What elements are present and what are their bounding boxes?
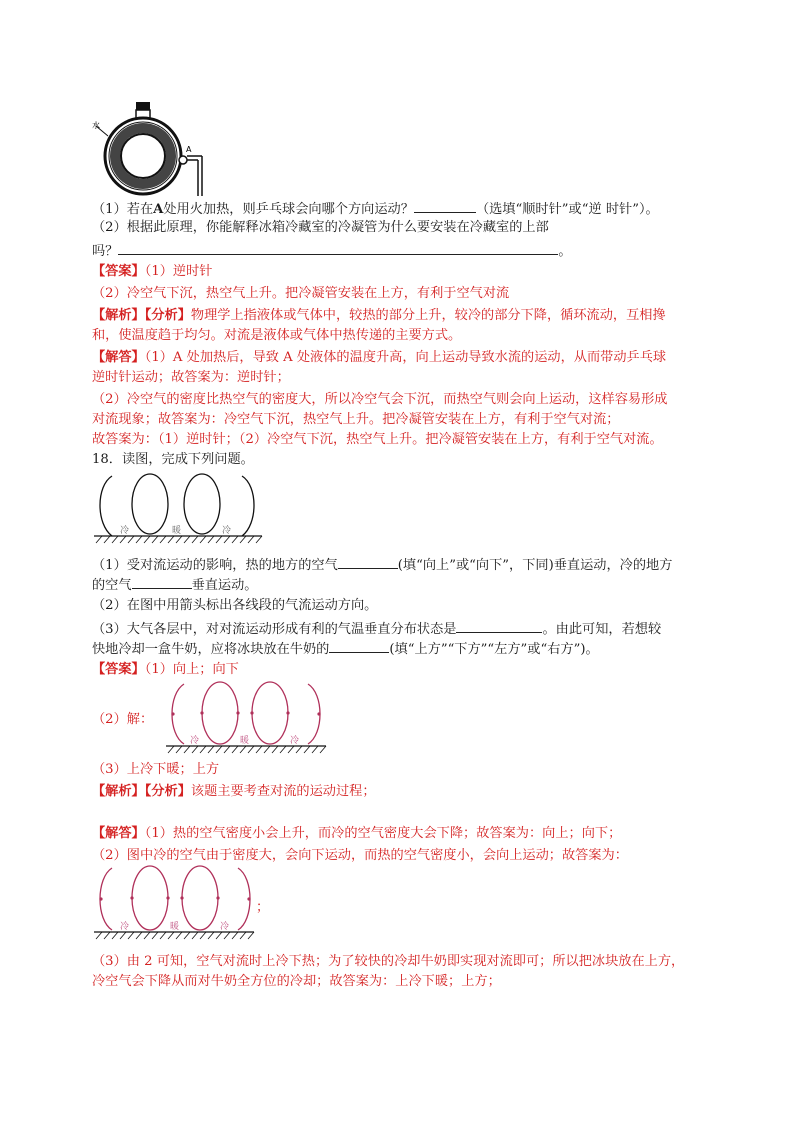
q17-answer1: 【答案】（1）逆时针 bbox=[92, 264, 213, 279]
label-cold-left: 冷 bbox=[120, 922, 130, 932]
q18-analysis: 【解析】【分析】该题主要考查对流的运动过程； bbox=[92, 784, 376, 799]
q18-answer2: （2）解： bbox=[92, 712, 154, 727]
q17-solution3: （2）冷空气的密度比热空气的密度大，所以冷空气会下沉，而热空气则会向上运动，这样容易形成 bbox=[92, 392, 668, 407]
q18-q3: （3）大气各层中，对对流运动形成有利的气温垂直分布状态是 。由此可知，若想较 bbox=[92, 618, 661, 640]
convection-answer-diagram bbox=[164, 680, 328, 754]
q18-solution3: （3）由 2 可知，空气对流时上冷下热；为了较快的冷却牛奶即实现对流即可；所以把冰块放在上方， bbox=[92, 954, 685, 969]
label-cold-left: 冷 bbox=[120, 526, 130, 536]
label-water: 水 bbox=[92, 121, 100, 130]
q18-solution2-end: ； bbox=[256, 900, 270, 915]
q17-solution5: 故答案为：（1）逆时针；（2）冷空气下沉，热空气上升。把冷凝管安装在上方，有利于空气对流。 bbox=[92, 432, 663, 447]
q18-q3b: 快地冷却一盒牛奶，应将冰块放在牛奶的 (填“上方”“下方”“左方”或“右方”)。 bbox=[92, 638, 599, 660]
q18-solution1: 【解答】（1）热的空气密度小会上升，而冷的空气密度大会下降；故答案为：向上；向下； bbox=[92, 826, 622, 841]
q17-answer2: （2）冷空气下沉，热空气上升。把冷凝管安装在上方，有利于空气对流 bbox=[92, 286, 510, 301]
q18-answer3: （3）上冷下暖；上方 bbox=[92, 762, 220, 777]
q17-q2: （2）根据此原理，你能解释冰箱冷藏室的冷凝管为什么要安装在冷藏室的上部 bbox=[92, 220, 549, 235]
label-warm: 暖 bbox=[172, 526, 182, 536]
label-cold-right: 冷 bbox=[222, 526, 232, 536]
q18-solution2: （2）图中冷的空气由于密度大，会向下运动，而热的空气密度小，会向上运动；故答案为： bbox=[92, 848, 628, 863]
q17-q2b: 吗？ 。 bbox=[92, 240, 572, 262]
q18-answer1: 【答案】（1）向上；向下 bbox=[92, 662, 239, 677]
label-warm: 暖 bbox=[170, 922, 180, 932]
q17-solution2: 逆时针运动；故答案为：逆时针； bbox=[92, 370, 290, 385]
q17-analysis2: 和，使温度趋于均匀。对流是液体或气体中热传递的主要方式。 bbox=[92, 328, 462, 343]
label-warm: 暖 bbox=[240, 736, 250, 746]
q17-solution4: 对流现象；故答案为：冷空气下沉，热空气上升。把冷凝管安装在上方，有利于空气对流； bbox=[92, 412, 620, 427]
q17-analysis1: 【解析】【分析】物理学上指液体或气体中，较热的部分上升，较冷的部分下降，循环流动，互相搀 bbox=[92, 308, 666, 323]
convection-diagram bbox=[92, 472, 264, 544]
q17-q1: （1）若在A处用火加热，则乒乓球会向哪个方向运动？ （选填“顺时针”或“逆 时针”）。 bbox=[92, 198, 659, 220]
q18-solution4: 冷空气会下降从而对牛奶全方位的冷却；故答案为：上冷下暖；上方； bbox=[92, 974, 501, 989]
q18-q1: （1）受对流运动的影响，热的地方的空气 (填“向上”或“向下”，下同)垂直运动，冷的地方 bbox=[92, 554, 672, 576]
q17-solution1: 【解答】（1）A 处加热后，导致 A 处液体的温度升高，向上运动导致水流的运动，从而带动乒乓球 bbox=[92, 350, 667, 365]
label-cold-right: 冷 bbox=[290, 736, 300, 746]
label-cold-left: 冷 bbox=[190, 736, 200, 746]
label-cold-right: 冷 bbox=[220, 922, 230, 932]
q18-q2: （2）在图中用箭头标出各线段的气流运动方向。 bbox=[92, 598, 378, 613]
convection-solution-diagram bbox=[92, 864, 256, 940]
label-a: A bbox=[186, 145, 192, 154]
q18-q1b: 的空气 垂直运动。 bbox=[92, 574, 258, 596]
ring-tube-diagram bbox=[92, 96, 212, 198]
q18-title: 18．读图，完成下列问题。 bbox=[92, 452, 254, 467]
